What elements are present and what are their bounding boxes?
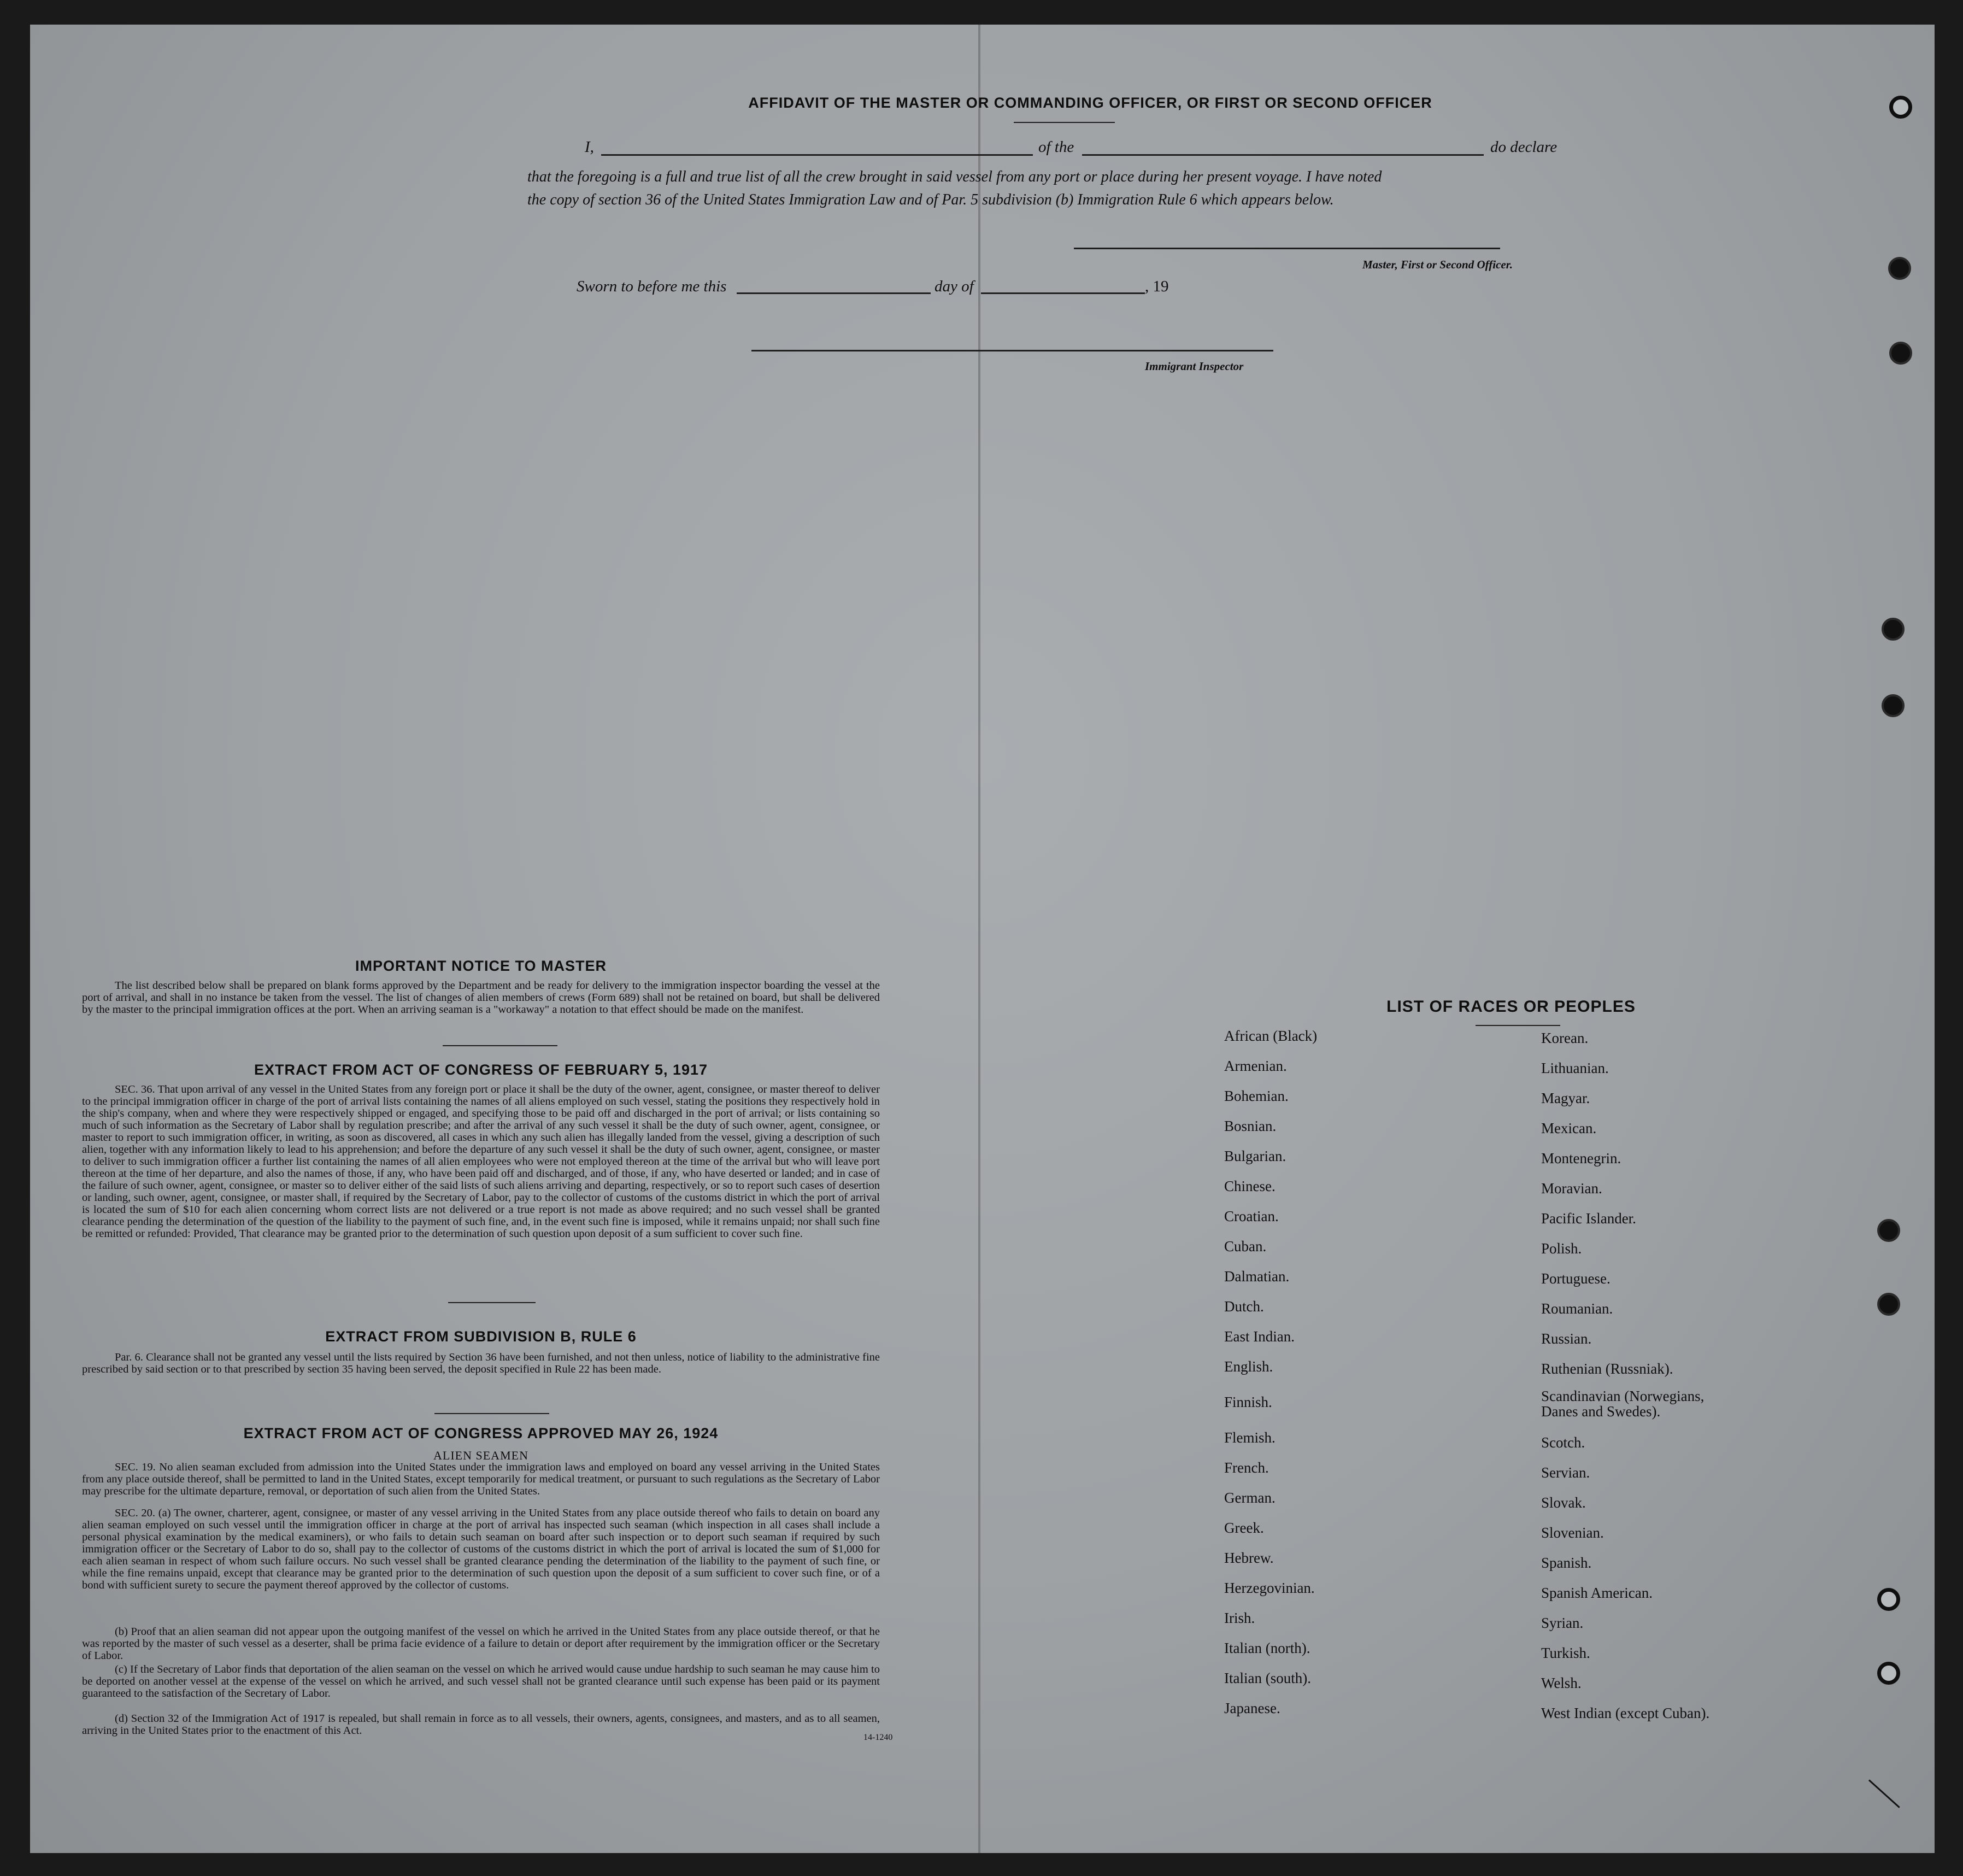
race-item: Magyar.	[1541, 1090, 1590, 1106]
extract-rule6-title: EXTRACT FROM SUBDIVISION B, RULE 6	[325, 1328, 637, 1345]
race-item: Mexican.	[1541, 1120, 1597, 1136]
race-item: Hebrew.	[1224, 1550, 1274, 1566]
race-item: Chinese.	[1224, 1178, 1276, 1194]
officer-signature-caption: Master, First or Second Officer.	[1362, 258, 1513, 271]
day-of-label: day of	[935, 278, 974, 295]
section-rule	[448, 1302, 536, 1303]
race-item: Herzegovinian.	[1224, 1580, 1315, 1596]
race-item: Greek.	[1224, 1520, 1264, 1536]
race-item: Scandinavian (Norwegians, Danes and Swedes).	[1541, 1388, 1705, 1420]
year-label: , 19	[1145, 278, 1169, 295]
races-title: LIST OF RACES OR PEOPLES	[1386, 998, 1636, 1016]
sworn-label: Sworn to before me this	[577, 278, 727, 295]
sworn-month-field[interactable]	[981, 292, 1145, 294]
punch-hole-icon	[1889, 96, 1912, 119]
race-item: Syrian.	[1541, 1615, 1584, 1631]
race-item: Italian (south).	[1224, 1670, 1311, 1686]
officer-signature-field[interactable]	[1074, 248, 1500, 249]
extract-1924-sec19: SEC. 19. No alien seaman excluded from admission into the United States under the immigration laws and employed on board any vessel arriving in the United States from any place outside thereof, shall be permitted to land in the United States, except temporarily for medical treatment, or pursuant to such regulations as the Secretary of Labor may prescribe for the ultimate departure, removal, or deportation of such alien from the United States.	[82, 1461, 880, 1497]
extract-1924-sec20c: (c) If the Secretary of Labor finds that deportation of the alien seaman on the vessel on which he arrived would cause undue hardship to such seaman he may cause him to be deported on another vessel at the expense of the vessel on which he arrived, and such vessel shall not be granted clearance until such expense has been paid or its payment guaranteed to the satisfaction of the Secretary of Labor.	[82, 1663, 880, 1699]
center-fold	[978, 25, 980, 1853]
affidavit-statement-line: the copy of section 36 of the United States Immigration Law and of Par. 5 subdivision (b) Immigration Rule 6 which appears below.	[527, 191, 1334, 208]
race-item: East Indian.	[1224, 1328, 1295, 1345]
title-rule	[1014, 122, 1115, 123]
race-item: Armenian.	[1224, 1058, 1287, 1074]
race-item: Welsh.	[1541, 1675, 1582, 1691]
race-item: Slovenian.	[1541, 1525, 1604, 1541]
extract-1924-subtitle: ALIEN SEAMEN	[433, 1449, 528, 1462]
sworn-day-field[interactable]	[737, 292, 931, 294]
race-item: Cuban.	[1224, 1238, 1267, 1254]
stray-mark	[1868, 1779, 1900, 1808]
punch-hole-icon	[1877, 1293, 1900, 1316]
race-item: Russian.	[1541, 1330, 1592, 1347]
race-item: Croatian.	[1224, 1208, 1279, 1224]
section-rule	[434, 1413, 549, 1414]
race-item: Bohemian.	[1224, 1088, 1289, 1104]
race-item: Bosnian.	[1224, 1118, 1277, 1134]
race-item: Moravian.	[1541, 1180, 1602, 1197]
affidavit-of-the-label: of the	[1038, 138, 1074, 156]
race-item: Portuguese.	[1541, 1270, 1611, 1287]
document-sheet	[30, 25, 1935, 1853]
inspector-signature-field[interactable]	[751, 350, 1273, 351]
extract-1924-sec20d: (d) Section 32 of the Immigration Act of 1917 is repealed, but shall remain in force as to all vessels, their owners, agents, consignees, and masters, and as to all seamen, arriving in the United States prior to the enactment of this Act.	[82, 1713, 880, 1737]
notice-body: The list described below shall be prepared on blank forms approved by the Department and be ready for delivery to the immigration inspector boarding the vessel at the port of arrival, and shall in no instance be taken from the vessel. The list of changes of alien members of crews (Form 689) shall not be retained on board, but shall be delivered by the master to the principal immigration offices at the port. When an arriving seaman is a "workaway" a notation to that effect should be made on the manifest.	[82, 980, 880, 1016]
extract-1924-title: EXTRACT FROM ACT OF CONGRESS APPROVED MAY 26, 1924	[243, 1425, 719, 1441]
punch-hole-icon	[1889, 342, 1912, 365]
race-item: Spanish American.	[1541, 1585, 1653, 1601]
notice-title: IMPORTANT NOTICE TO MASTER	[355, 958, 607, 974]
race-item: Bulgarian.	[1224, 1148, 1286, 1164]
officer-name-field[interactable]	[601, 154, 1033, 156]
punch-hole-icon	[1882, 618, 1905, 641]
extract-rule6-body: Par. 6. Clearance shall not be granted any vessel until the lists required by Section 36 have been furnished, and not then unless, notice of liability to the administrative fine prescribed by said section or to that prescribed by section 35 having been served, the deposit specified in Rule 22 has been made.	[82, 1351, 880, 1375]
race-item: Lithuanian.	[1541, 1060, 1609, 1076]
race-item: Roumanian.	[1541, 1300, 1613, 1317]
section-rule	[443, 1045, 557, 1046]
affidavit-statement-line: that the foregoing is a full and true list of all the crew brought in said vessel from any port or place during her present voyage. I have noted	[527, 168, 1382, 185]
race-item: Flemish.	[1224, 1429, 1276, 1446]
race-item: West Indian (except Cuban).	[1541, 1705, 1710, 1721]
race-item: Ruthenian (Russniak).	[1541, 1361, 1673, 1377]
inspector-caption: Immigrant Inspector	[1145, 360, 1244, 373]
race-item: Italian (north).	[1224, 1640, 1310, 1656]
race-item: Servian.	[1541, 1464, 1590, 1481]
affidavit-declare-label: do declare	[1490, 138, 1558, 156]
race-item: Pacific Islander.	[1541, 1210, 1636, 1227]
race-item: Scotch.	[1541, 1434, 1585, 1451]
form-number: 14-1240	[863, 1733, 893, 1742]
punch-hole-icon	[1877, 1662, 1900, 1685]
extract-1917-title: EXTRACT FROM ACT OF CONGRESS OF FEBRUARY 5, 1917	[254, 1062, 708, 1078]
races-title-rule	[1476, 1025, 1560, 1026]
race-item: Polish.	[1541, 1240, 1582, 1257]
race-item: French.	[1224, 1459, 1269, 1476]
affidavit-title: AFFIDAVIT OF THE MASTER OR COMMANDING OFFICER, OR FIRST OR SECOND OFFICER	[748, 95, 1432, 111]
race-item: Slovak.	[1541, 1494, 1586, 1511]
extract-1924-sec20b: (b) Proof that an alien seaman did not appear upon the outgoing manifest of the vessel on which he arrived in the United States from any place outside thereof, or that he was reported by the master of such vessel as a deserter, shall be prima facie evidence of a failure to detain or deport after requirement by the immigration officer or the Secretary of Labor.	[82, 1626, 880, 1662]
race-item: Montenegrin.	[1541, 1150, 1621, 1166]
punch-hole-icon	[1888, 257, 1911, 280]
race-item: Dalmatian.	[1224, 1268, 1290, 1285]
race-item: Japanese.	[1224, 1700, 1280, 1716]
race-item: Korean.	[1541, 1030, 1589, 1046]
race-item: Dutch.	[1224, 1298, 1264, 1315]
race-item: Spanish.	[1541, 1555, 1592, 1571]
affidavit-i-label: I,	[585, 138, 594, 156]
extract-1924-sec20a: SEC. 20. (a) The owner, charterer, agent, consignee, or master of any vessel arriving in the United States from any place outside thereof who fails to detain on board any alien seaman employed on such vessel until the immigration officer in charge at the port of arrival has inspected such seaman (which inspection in all cases shall include a personal physical examination by the medical examiners), or who fails to detain such seaman on board after such inspection or to deport such seaman if required by such immigration officer or the Secretary of Labor to do so, shall pay to the collector of customs of the customs district in which the port of arrival is located the sum of $1,000 for each alien seaman in respect of whom such failure occurs. No such vessel shall be granted clearance pending the determination of the liability to the payment of such fine, or while the fine remains unpaid, except that clearance may be granted prior to the determination of such question upon the deposit of a sum sufficient to cover such fine, or of a bond with sufficient surety to secure the payment thereof approved by the collector of customs.	[82, 1507, 880, 1591]
vessel-name-field[interactable]	[1082, 154, 1484, 156]
punch-hole-icon	[1877, 1219, 1900, 1242]
race-item: Irish.	[1224, 1610, 1255, 1626]
race-item: English.	[1224, 1358, 1273, 1375]
race-item: African (Black)	[1224, 1028, 1318, 1044]
punch-hole-icon	[1877, 1588, 1900, 1611]
race-item: German.	[1224, 1490, 1276, 1506]
punch-hole-icon	[1882, 694, 1905, 717]
extract-1917-body: SEC. 36. That upon arrival of any vessel in the United States from any foreign port or place it shall be the duty of the owner, agent, consignee, or master thereof to deliver to the principal immigration officer in charge of the port of arrival lists containing the names of all aliens employed on such vessel, stating the positions they respectively hold in the ship's company, when and where they were respectively shipped or engaged, and specifying those to be paid off and discharged in the port of arrival; or lists containing so much of such information as the Secretary of Labor shall by regulation prescribe; and after the arrival of any such vessel it shall be the duty of such owner, agent, consignee, or master to report to such immigration officer, in writing, as soon as discovered, all cases in which any such alien has illegally landed from the vessel, giving a description of such alien, together with any information likely to lead to his apprehension; and before the departure of any such vessel it shall be the duty of such owner, agent, consignee, or master to deliver to such immigration officer a further list containing the names of all alien employees who were not employed thereon at the time of the arrival but who will leave port thereon at the time of her departure, and also the names of those, if any, who have been paid off and discharged, and of those, if any, who have deserted or landed; and in case of the failure of such owner, agent, consignee, or master so to deliver either of the said lists of such aliens arriving and departing, respectively, or so to report such cases of desertion or landing, such owner, agent, consignee, or master shall, if required by the Secretary of Labor, pay to the collector of customs of the customs district in which the port of arrival is located the sum of $10 for each alien concerning whom correct lists are not delivered or a true report is not made as above required; and no such vessel shall be granted clearance pending the determination of the question of the liability to the payment of such fine, and, in the event such fine is imposed, while it remains unpaid; nor shall such fine be remitted or refunded: Provided, That clearance may be granted prior to the determination of such question upon deposit of a sum sufficient to cover such fine.	[82, 1083, 880, 1240]
race-item: Turkish.	[1541, 1645, 1590, 1661]
race-item: Finnish.	[1224, 1394, 1272, 1410]
